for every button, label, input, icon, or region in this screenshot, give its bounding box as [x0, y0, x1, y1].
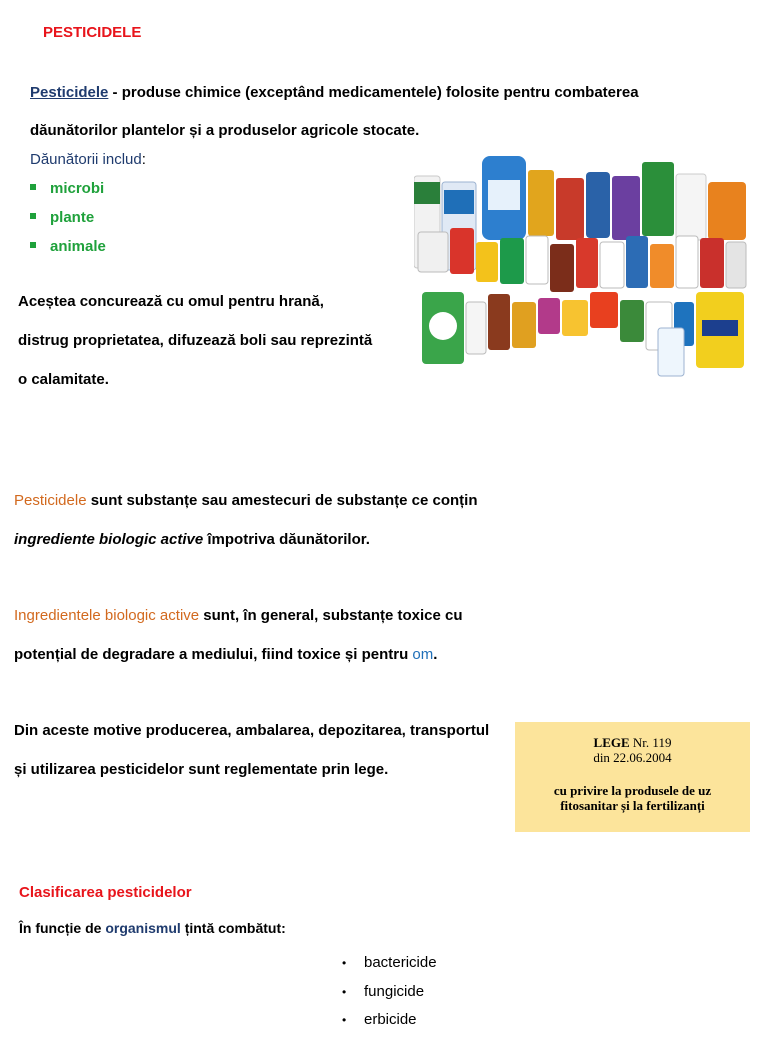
law-description: cu privire la produsele de uz	[553, 783, 712, 798]
pests-heading-colon: :	[141, 151, 146, 168]
pesticide-types-list	[342, 953, 437, 1039]
pests-list	[30, 179, 106, 266]
ingredients-term: Ingredientele biologic active	[14, 607, 200, 624]
law-date: din 22.06.2004	[593, 750, 672, 765]
list-item	[30, 237, 106, 266]
definition-text-2: împotriva dăunătorilor.	[203, 530, 370, 548]
list-item	[30, 208, 106, 237]
competition-line: o calamitate.	[18, 371, 109, 388]
classification-subtitle	[19, 920, 286, 936]
bullet-dot-icon: •	[342, 984, 347, 999]
list-item-label: fungicide	[364, 982, 425, 1000]
law-number	[515, 735, 750, 750]
list-item-label: erbicide	[364, 1011, 417, 1028]
ingredients-paragraph	[14, 597, 734, 674]
classification-sub-text: țintă combătut:	[180, 920, 286, 936]
pests-heading	[30, 151, 146, 168]
law-description: fitosanitar și la fertilizanți	[560, 798, 705, 813]
ingredients-text-2: potențial de degradare a mediului, fiind toxice și pentru	[14, 645, 413, 663]
ingredients-period: .	[433, 645, 438, 663]
pests-heading-text: Dăunătorii includ	[30, 151, 142, 168]
list-item-label: plante	[50, 209, 95, 226]
classification-organism: organismul	[105, 920, 181, 936]
regulation-line: și utilizarea pesticidelor sunt reglementate prin lege.	[14, 760, 389, 778]
list-item-label: bactericide	[364, 954, 437, 971]
list-item-label: animale	[50, 238, 106, 255]
bullet-square-icon	[30, 213, 36, 219]
pesticide-term-link[interactable]: Pesticidele	[30, 84, 109, 101]
intro-paragraph	[30, 74, 730, 150]
definition-paragraph	[14, 482, 734, 559]
list-item-label: microbi	[50, 180, 105, 197]
ingredients-om: om	[412, 645, 434, 663]
definition-italic: ingrediente biologic active	[14, 530, 204, 548]
regulation-line: Din aceste motive producerea, ambalarea, depozitarea, transportul	[14, 722, 490, 739]
regulation-paragraph	[14, 712, 524, 789]
intro-text-2: dăunătorilor plantelor și a produselor agricole stocate.	[30, 122, 420, 139]
classification-title: Clasificarea pesticidelor	[19, 884, 192, 901]
bullet-dot-icon: •	[342, 1013, 347, 1027]
list-item	[342, 953, 437, 982]
competition-line: Aceștea concurează cu omul pentru hrană,	[18, 293, 324, 310]
bullet-square-icon	[30, 184, 36, 190]
list-item	[342, 982, 437, 1011]
list-item	[30, 179, 106, 208]
competition-line: distrug proprietatea, difuzează boli sau reprezintă	[18, 332, 373, 349]
bullet-square-icon	[30, 242, 36, 248]
page-title: PESTICIDELE	[43, 24, 142, 41]
law-label: LEGE	[593, 735, 630, 750]
ingredients-text-1: sunt, în general, substanțe toxice cu	[199, 607, 463, 624]
list-item	[342, 1010, 437, 1039]
definition-text-1: sunt substanțe sau amestecuri de substanțe ce conțin	[86, 492, 478, 509]
law-box	[515, 722, 750, 832]
competition-paragraph	[18, 282, 408, 399]
pesticide-products-image	[414, 152, 748, 382]
definition-term: Pesticidele	[14, 492, 87, 509]
classification-sub-text: În funcție de	[19, 920, 106, 936]
law-nr: Nr. 119	[629, 735, 672, 750]
intro-text-1: - produse chimice (exceptând medicamentele) folosite pentru combaterea	[108, 84, 639, 101]
bullet-dot-icon: •	[342, 956, 347, 970]
